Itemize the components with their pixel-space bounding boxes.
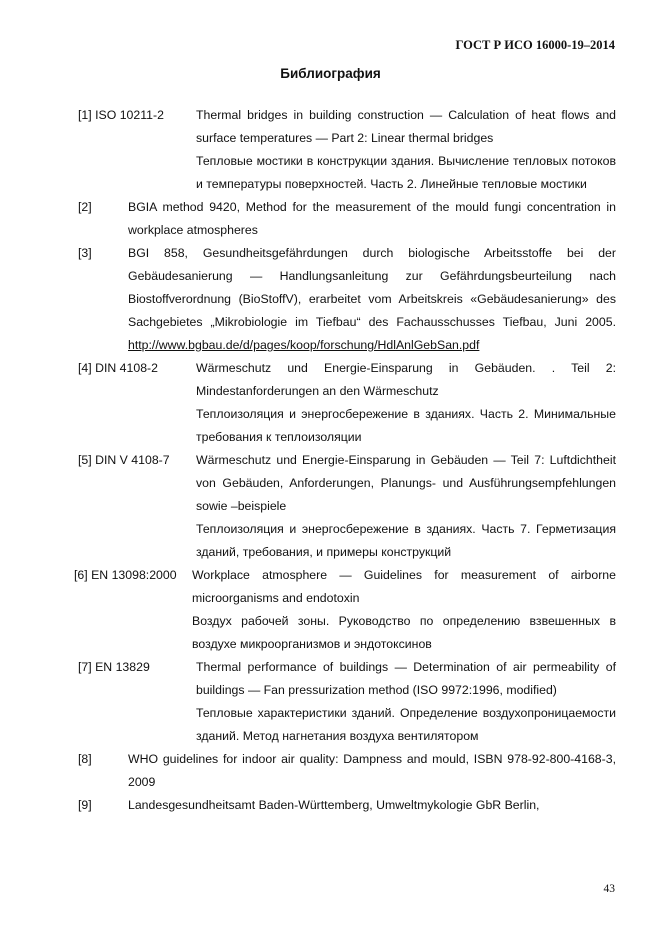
entry-reference: [8] — [78, 752, 92, 766]
entry-reference: [7] EN 13829 — [78, 660, 150, 674]
entry-title-russian: Тепловые мостики в конструкции здания. Вычисление тепловых потоков и температуры поверхностей. Часть 2. Линейные тепловые мостики — [196, 154, 616, 191]
entry-text — [196, 449, 616, 564]
bibliography-entry-7 — [78, 656, 616, 748]
bibliography-entry-8 — [78, 748, 616, 794]
entry-title-original: Wärmeschutz und Energie-Einsparung in Gebäuden. . Teil 2: Mindestanforderungen an den Wärmeschutz — [196, 361, 616, 398]
page-title: Библиография — [280, 66, 381, 81]
entry-title-russian: Воздух рабочей зоны. Руководство по определению взвешенных в воздухе микроорганизмов и эндотоксинов — [192, 614, 616, 651]
entry-title-original: BGIA method 9420, Method for the measurement of the mould fungi concentration in workplace atmospheres — [128, 200, 616, 237]
entry-reference: [2] — [78, 200, 92, 214]
entry-text — [128, 242, 616, 357]
bibliography-list — [74, 104, 616, 817]
entry-title-russian: Теплоизоляция и энергосбережение в зданиях. Часть 7. Герметизация зданий, требования, и примеры конструкций — [196, 522, 616, 559]
entry-description: BGI 858, Gesundheitsgefährdungen durch biologische Arbeitsstoffe bei der Gebäudesanierung — Handlungsanleitung zur Gefährdungsbeurteilung nach Biostoffverordnung (BioStoffV), erarbeitet vom Arbeitskreis «Gebäudesanierung» des Sachgebietes „Mikrobiologie im Tiefbau“ des Fachausschusses Tiefbau, Juni 2005. — [128, 246, 616, 329]
entry-title-original — [128, 242, 616, 357]
bibliography-entry-6 — [74, 564, 616, 656]
entry-title-original: WHO guidelines for indoor air quality: Dampness and mould, ISBN 978-92-800-4168-3, 2009 — [128, 752, 616, 789]
entry-text — [192, 564, 616, 656]
bibliography-entry-3 — [78, 242, 616, 357]
entry-title-original: Landesgesundheitsamt Baden-Württemberg, Umweltmykologie GbR Berlin, — [128, 798, 540, 812]
entry-reference: [1] ISO 10211-2 — [78, 108, 164, 122]
bibliography-entry-5 — [78, 449, 616, 564]
entry-title-original: Wärmeschutz und Energie-Einsparung in Gebäuden — Teil 7: Luftdichtheit von Gebäuden, Anforderungen, Planungs- und Ausführungsempfehlungen sowie –beispiele — [196, 453, 616, 513]
bibliography-entry-2 — [78, 196, 616, 242]
entry-title-russian: Тепловые характеристики зданий. Определение воздухопроницаемости зданий. Метод нагнетания воздуха вентилятором — [196, 706, 616, 743]
entry-title-original: Thermal bridges in building construction — Calculation of heat flows and surface temperatures — Part 2: Linear thermal bridges — [196, 108, 616, 145]
bibliography-entry-4 — [78, 357, 616, 449]
entry-text — [128, 196, 616, 242]
entry-reference: [5] DIN V 4108-7 — [78, 453, 170, 467]
bibliography-entry-1 — [78, 104, 616, 196]
source-link[interactable]: http://www.bgbau.de/d/pages/koop/forschung/HdlAnlGebSan.pdf — [128, 338, 480, 352]
entry-text — [196, 656, 616, 748]
entry-reference: [4] DIN 4108-2 — [78, 361, 158, 375]
entry-title-russian: Теплоизоляция и энергосбережение в зданиях. Часть 2. Минимальные требования к теплоизоляции — [196, 407, 616, 444]
document-code: ГОСТ Р ИСО 16000-19–2014 — [455, 38, 615, 52]
entry-reference: [6] EN 13098:2000 — [74, 568, 177, 582]
entry-text — [128, 794, 616, 817]
entry-reference: [3] — [78, 246, 92, 260]
page-number: 43 — [603, 883, 615, 895]
entry-text — [128, 748, 616, 794]
entry-reference: [9] — [78, 798, 92, 812]
entry-text — [196, 104, 616, 196]
entry-text — [196, 357, 616, 449]
entry-title-original: Thermal performance of buildings — Determination of air permeability of buildings — Fan pressurization method (ISO 9972:1996, modified) — [196, 660, 616, 697]
entry-title-original: Workplace atmosphere — Guidelines for measurement of airborne microorganisms and endotoxin — [192, 568, 616, 605]
bibliography-entry-9 — [78, 794, 616, 817]
